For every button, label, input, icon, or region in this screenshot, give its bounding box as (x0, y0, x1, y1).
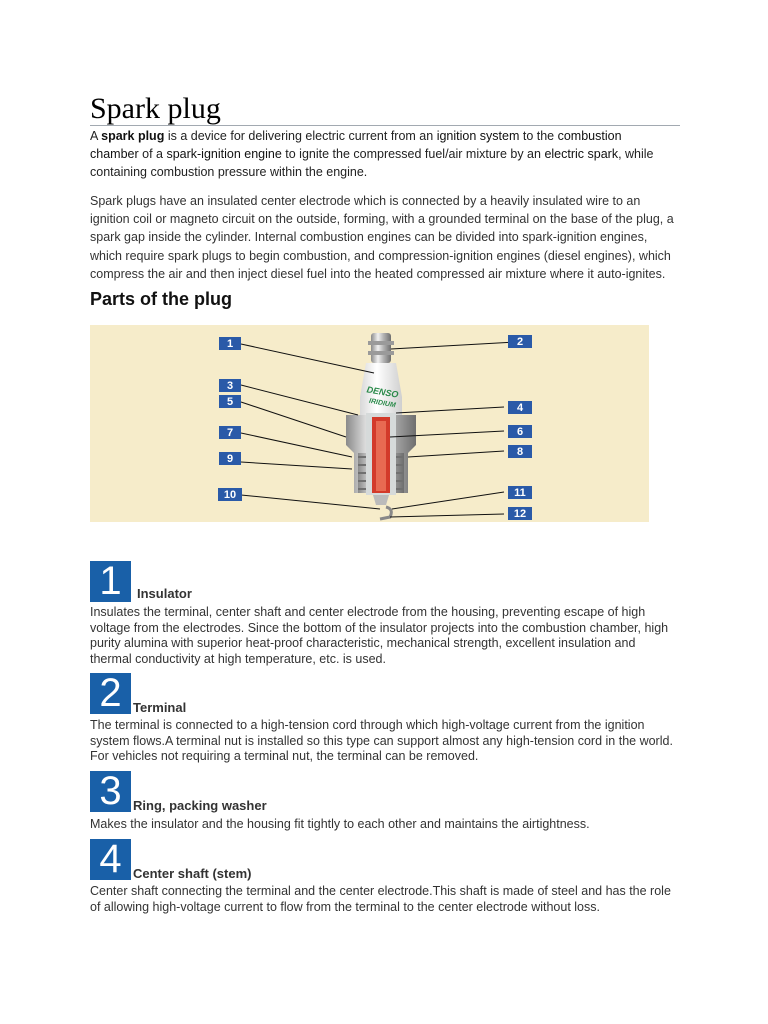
label-11: 11 (514, 487, 526, 499)
intro-text: to the (519, 129, 558, 143)
intro-text: of a (138, 147, 167, 161)
part-description: Makes the insulator and the housing fit tightly to each other and maintains the airtightness. (90, 817, 590, 831)
link-electric-spark[interactable]: electric spark (544, 147, 619, 161)
part-number-badge: 2 (90, 673, 131, 714)
link-ignition-system[interactable]: ignition system (436, 129, 520, 143)
part-title: Insulator (137, 586, 192, 601)
intro-text: to ignite the compressed fuel/air mixture by an (281, 147, 545, 161)
spark-plug-diagram (90, 325, 649, 522)
link-spark-ignition-engine[interactable]: spark-ignition engine (166, 147, 282, 161)
plug-insulator (360, 363, 402, 415)
page-title: Spark plug (90, 92, 680, 126)
part-description: The terminal is connected to a high-tension cord through which high-voltage current from the ignition system flows.A terminal nut is installed so this type can support almost any high-tension cord in the world. For vehicles not requiring a terminal nut, the terminal can be removed. (90, 718, 673, 764)
plug-housing (346, 413, 416, 519)
part-number-badge: 1 (90, 561, 131, 602)
part-description: Insulates the terminal, center shaft and center electrode from the housing, preventing escape of high voltage from the electrodes. Since the bottom of the insulator projects into the combustion chamber, high purity alumina with superior heat-proof characteristic, mechanical strength, excellent insulation and thermal conductivity at high temperature, etc. is used. (90, 605, 669, 666)
plug-terminal (368, 333, 394, 363)
intro-term: spark plug (101, 129, 165, 143)
body-paragraph: Spark plugs have an insulated center electrode which is connected by a heavily insulated wire to an ignition coil or magneto circuit on the outside, forming, with a grounded terminal on the base of the plug, a spark gap inside the cylinder. Internal combustion engines can be divided into spark-ignition engines, which require spark plugs to begin combustion, and compression-ignition engines (diesel engines), which compress the air and then inject diesel fuel into the heated compressed air mixture where it auto-ignites. (90, 194, 674, 281)
brand-text: DENSO (365, 384, 400, 400)
label-3: 3 (226, 380, 234, 392)
spark-plug-illustration (90, 325, 649, 522)
label-12: 12 (513, 508, 527, 520)
label-2: 2 (516, 336, 524, 348)
label-7: 7 (226, 427, 234, 439)
intro-text: is a device for delivering electric current from an (164, 129, 437, 143)
label-8: 8 (516, 446, 524, 458)
part-title: Terminal (133, 700, 187, 715)
label-5: 5 (226, 396, 234, 408)
part-number-badge: 4 (90, 839, 131, 880)
part-title: Center shaft (stem) (133, 866, 252, 881)
link-combustion-chamber[interactable]: combustion chamber (90, 129, 622, 161)
brand-subtext: IRIDIUM (368, 397, 397, 410)
label-9: 9 (226, 453, 234, 465)
intro-paragraph (90, 127, 660, 181)
label-6: 6 (516, 426, 524, 438)
label-4: 4 (516, 402, 524, 414)
section-heading: Parts of the plug (90, 289, 233, 309)
label-10: 10 (223, 489, 237, 501)
part-number-badge: 3 (90, 771, 131, 812)
intro-text: , while containing combustion pressure within the engine. (90, 147, 654, 179)
intro-text: A (90, 129, 102, 143)
part-title: Ring, packing washer (133, 798, 267, 813)
part-description: Center shaft connecting the terminal and the center electrode.This shaft is made of steel and has the role of allowing high-voltage current to flow from the terminal to the center electrode without loss. (90, 884, 671, 914)
label-1: 1 (226, 338, 234, 350)
